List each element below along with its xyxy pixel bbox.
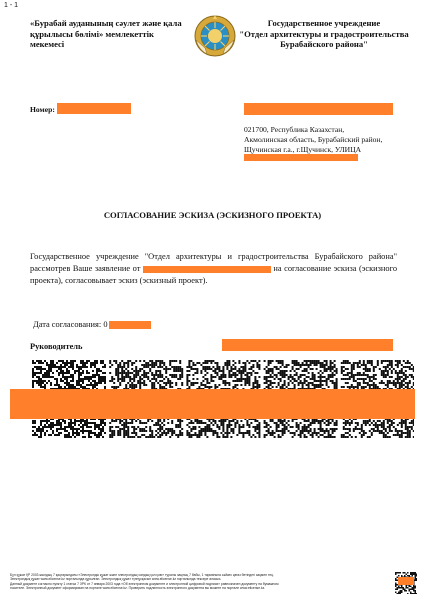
footer-line-3: Данный документ согласно пункту 1 статьи 7 ЗРК от 7 января 2003 года «Об электронном документе и электронной цифровой подписи» равнозначен документу на бумажном [10, 581, 279, 586]
document-number-label: Номер: [30, 105, 55, 114]
header-org-kazakh: «Бурабай ауданының сәулет және қала құрылысы бөлімі» мемлекеттік мекемесі [30, 18, 182, 49]
address-line-3: Щучинская г.а., г.Щучинск, УЛИЦА [244, 145, 362, 154]
address-line-2: Акмолинская область, Бурабайский район, [244, 135, 383, 144]
signer-title: Руководитель [30, 342, 83, 351]
approval-date-redaction [109, 321, 151, 329]
footer-line-4: носителе. Электронный документ сформирован на портале www.elicense.kz. Проверить подлинность электронного документа вы можете на портале www.elicense.kz. [10, 586, 266, 591]
header-org-russian-line2: "Отдел архитектуры и градостроительства Бурабайского района" [239, 28, 409, 49]
address-line-1: 021700, Республика Казахстан, [244, 125, 345, 134]
footer-line-1: Бұл құжат ҚР 2003 жылдың 7 қаңтарындағы «Электронды құжат және электрондық сандық қол қою» туралы заңның 7 бабы, 1 тармағына сәйкес қағаз бетіндегі заңмен тең. [10, 573, 274, 577]
kazakhstan-state-emblem-icon [193, 14, 237, 58]
body-text-part2: на согласование эскиза (эскизного проекта), согласовывает эскиз (эскизный проект). [30, 264, 398, 285]
document-body [30, 251, 397, 287]
qr-codes-redaction [10, 389, 415, 419]
header-org-russian-line1: Государственное учреждение [267, 18, 381, 28]
document-title: СОГЛАСОВАНИЕ ЭСКИЗА (ЭСКИЗНОГО ПРОЕКТА) [103, 210, 322, 220]
application-date-redaction [143, 266, 271, 273]
address-street-redaction [244, 154, 358, 161]
page-number: 1 - 1 [4, 2, 19, 9]
footer-line-2: Электрондық құжат www.elicense.kz порталында құрылған. Электрондық құжат түпнұсқасын www.elicense.kz порталында тексере аласыз. [10, 577, 222, 582]
header-org-russian [238, 18, 410, 50]
document-number-redaction [57, 103, 131, 114]
recipient-address [244, 125, 404, 155]
approval-date-prefix: 0 [103, 320, 108, 329]
body-text-part1: Государственное учреждение "Отдел архитектуры и градостроительства Бурабайского района" рассмотрев Ваше заявление от [30, 252, 397, 273]
approval-date-label: Дата согласования: [33, 320, 102, 329]
legal-footer [10, 573, 385, 591]
signer-name-redaction [222, 339, 393, 351]
footer-qr-code [395, 572, 417, 594]
approval-date [33, 320, 151, 329]
recipient-name-redaction [244, 103, 393, 115]
